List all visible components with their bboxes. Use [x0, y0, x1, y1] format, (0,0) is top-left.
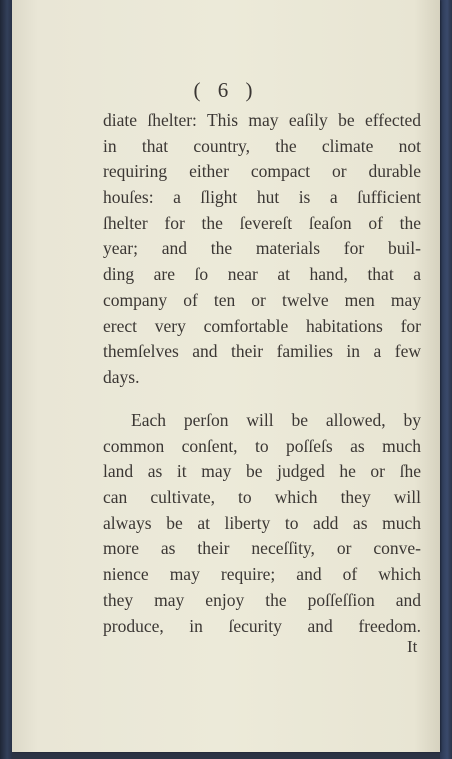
- paragraph-line: requiring either compact or durable: [103, 161, 421, 182]
- paragraph-line: ding are ſo near at hand, that a: [103, 264, 421, 285]
- page-number: ( 6 ): [193, 78, 259, 102]
- paragraph-line: common conſent, to poſſeſs as much: [103, 435, 421, 456]
- paragraph-line: produce, in ſecurity and freedom.: [103, 615, 421, 636]
- paragraph-line: always be at liberty to add as much: [103, 512, 421, 533]
- paragraph-line: more as their neceſſity, or conve-: [103, 538, 421, 559]
- paragraph-line: in that country, the climate not: [103, 135, 421, 156]
- paragraph-line: ſhelter for the ſevereſt ſeaſon of the: [103, 212, 421, 233]
- paragraph-line: can cultivate, to which they will: [103, 487, 421, 508]
- paragraph-line: days.: [103, 366, 140, 387]
- paragraph-line: houſes: a ſlight hut is a ſufficient: [103, 187, 421, 208]
- paragraph-1: [103, 108, 421, 391]
- paragraph-line: diate ſhelter: This may eaſily be effected: [103, 110, 421, 130]
- paragraph-line: year; and the materials for buil-: [103, 238, 421, 259]
- paragraph-line: themſelves and their families in a few: [103, 341, 421, 362]
- paragraph-line: Each perſon will be allowed, by: [131, 410, 421, 430]
- paragraph-line: land as it may be judged he or ſhe: [103, 461, 421, 482]
- paragraph-line: nience may require; and of which: [103, 564, 421, 585]
- paragraph-line: erect very comfortable habitations for: [103, 315, 421, 336]
- book-cover-edge-right: [440, 0, 452, 759]
- paragraph-2: [103, 408, 421, 639]
- book-cover-edge-left: [0, 0, 12, 759]
- book-page: [12, 0, 440, 752]
- catchword: It: [407, 637, 418, 656]
- paragraph-line: they may enjoy the poſſeſſion and: [103, 589, 421, 610]
- paragraph-line: company of ten or twelve men may: [103, 289, 421, 310]
